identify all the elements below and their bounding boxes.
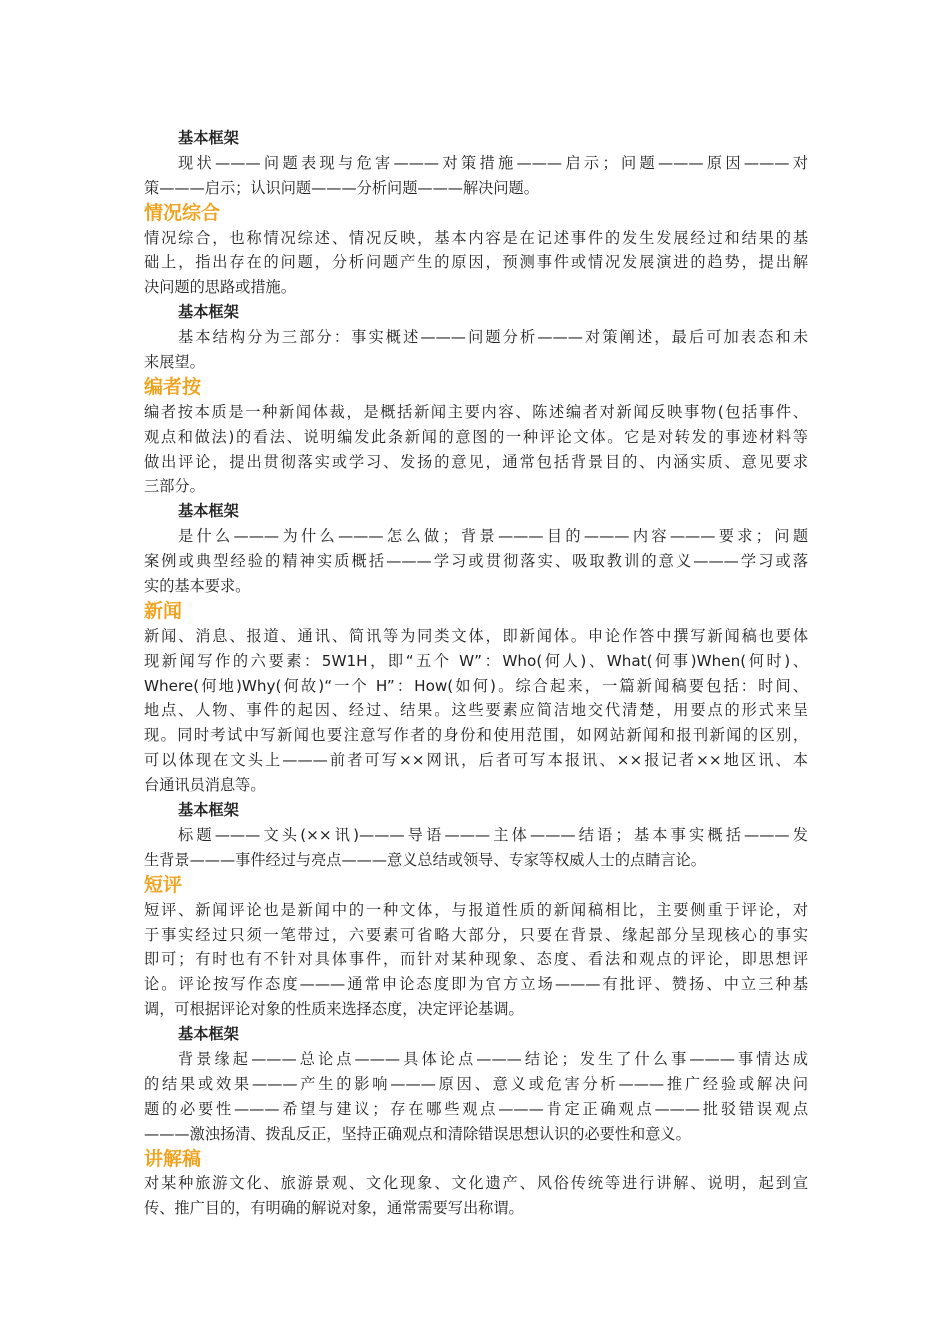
news-description (144, 624, 808, 798)
commentary-script-description (144, 1171, 808, 1221)
framework-text-2 (144, 325, 808, 375)
commentary-description (144, 898, 808, 1022)
text-line: 来展望。 (144, 353, 205, 372)
text-line: 编者按本质是一种新闻体裁，是概括新闻主要内容、陈述编者对新闻反映事物(包括事件、 (144, 402, 808, 421)
framework-label-3: 基本框架 (178, 502, 239, 521)
text-line: 观点和做法)的看法、说明编发此条新闻的意图的一种评论文体。它是对转发的事迹材料等 (144, 427, 808, 446)
text-line: 是什么———为什么———怎么做；背景———目的———内容———要求；问题 (178, 527, 808, 546)
framework-text-3 (144, 524, 808, 599)
text-line: 短评、新闻评论也是新闻中的一种文体，与报道性质的新闻稿相比，主要侧重于评论，对 (144, 900, 808, 919)
editor-note-description (144, 400, 808, 500)
framework-label-1: 基本框架 (178, 129, 239, 147)
text-line: 于事实经过只须一笔带过，六要素可省略大部分，只要在背景、缘起部分呈现核心的事实 (144, 925, 808, 944)
text-line: 础上，指出存在的问题，分析问题产生的原因，预测事件或情况发展演进的趋势，提出解 (144, 253, 808, 272)
text-line: 新闻、消息、报道、通讯、简讯等为同类文体，即新闻体。申论作答中撰写新闻稿也要体 (144, 626, 808, 645)
section-heading-commentary: 短评 (144, 873, 183, 896)
text-line: Where(何地)Why(何故)“一个 H”：How(如何)。综合起来，一篇新闻稿要包括：时间、 (144, 676, 808, 695)
text-line: 的结果或效果———产生的影响———原因、意义或危害分析———推广经验或解决问 (144, 1074, 808, 1093)
situation-description (144, 226, 808, 301)
text-line: 可以体现在文头上———前者可写××网讯，后者可写本报讯、××报记者××地区讯、本 (144, 751, 808, 770)
text-line: 现新闻写作的六要素：5W1H，即“五个 W”：Who(何人)、What(何事)When(何时)、 (144, 651, 808, 670)
text-line: 情况综合，也称情况综述、情况反映，基本内容是在记述事件的发生发展经过和结果的基 (144, 228, 808, 247)
text-line: 实的基本要求。 (144, 577, 251, 596)
section-heading-editor-note: 编者按 (144, 375, 202, 398)
text-line: 基本结构分为三部分：事实概述———问题分析———对策阐述，最后可加表态和未 (178, 328, 808, 347)
section-heading-news: 新闻 (144, 599, 183, 622)
document-page (144, 126, 808, 1221)
text-line: 背景缘起———总论点———具体论点———结论；发生了什么事———事情达成 (178, 1049, 808, 1068)
text-line: 地点、人物、事件的起因、经过、结果。这些要素应简洁地交代清楚，用要点的形式来呈 (144, 701, 808, 720)
text-line: 案例或典型经验的精神实质概括———学习或贯彻落实、吸取教训的意义———学习或落 (144, 552, 808, 571)
text-line: 决问题的思路或措施。 (144, 278, 296, 297)
text-line: 现状———问题表现与危害———对策措施———启示；问题———原因———对 (178, 153, 808, 172)
text-line: 即可；有时也有不针对具体事件，而针对某种现象、态度、看法和观点的评论，即思想评 (144, 950, 808, 969)
framework-text-5 (144, 1047, 808, 1147)
framework-label-2: 基本框架 (178, 303, 239, 322)
text-line: 做出评论，提出贯彻落实或学习、发扬的意见，通常包括背景目的、内涵实质、意见要求 (144, 452, 808, 471)
text-line: 题的必要性———希望与建议；存在哪些观点———肯定正确观点———批驳错误观点 (144, 1099, 808, 1118)
section-heading-situation: 情况综合 (144, 201, 221, 224)
text-line: ———激浊扬清、拨乱反正，坚持正确观点和清除错误思想认识的必要性和意义。 (144, 1124, 691, 1143)
framework-text-4 (144, 823, 808, 873)
text-line: 生背景———事件经过与亮点———意义总结或领导、专家等权威人士的点睛言论。 (144, 850, 706, 869)
text-line: 三部分。 (144, 477, 205, 496)
framework-text-1 (144, 151, 808, 201)
framework-label-5: 基本框架 (178, 1025, 239, 1044)
text-line: 调，可根据评论对象的性质来选择态度，决定评论基调。 (144, 1000, 524, 1019)
text-line: 论。评论按写作态度———通常申论态度即为官方立场———有批评、赞扬、中立三种基 (144, 975, 808, 994)
text-line: 现。同时考试中写新闻也要注意写作者的身份和使用范围，如网站新闻和报刊新闻的区别， (144, 726, 808, 745)
text-line: 传、推广目的，有明确的解说对象，通常需要写出称谓。 (144, 1199, 524, 1218)
text-line: 对某种旅游文化、旅游景观、文化现象、文化遗产、风俗传统等进行讲解、说明，起到宣 (144, 1174, 808, 1193)
text-line: 标题———文头(××讯)———导语———主体———结语；基本事实概括———发 (178, 825, 808, 844)
text-line: 策———启示；认识问题———分析问题———解决问题。 (144, 178, 539, 197)
text-line: 台通讯员消息等。 (144, 776, 266, 795)
framework-label-4: 基本框架 (178, 801, 239, 820)
section-heading-commentary-script: 讲解稿 (144, 1147, 202, 1170)
